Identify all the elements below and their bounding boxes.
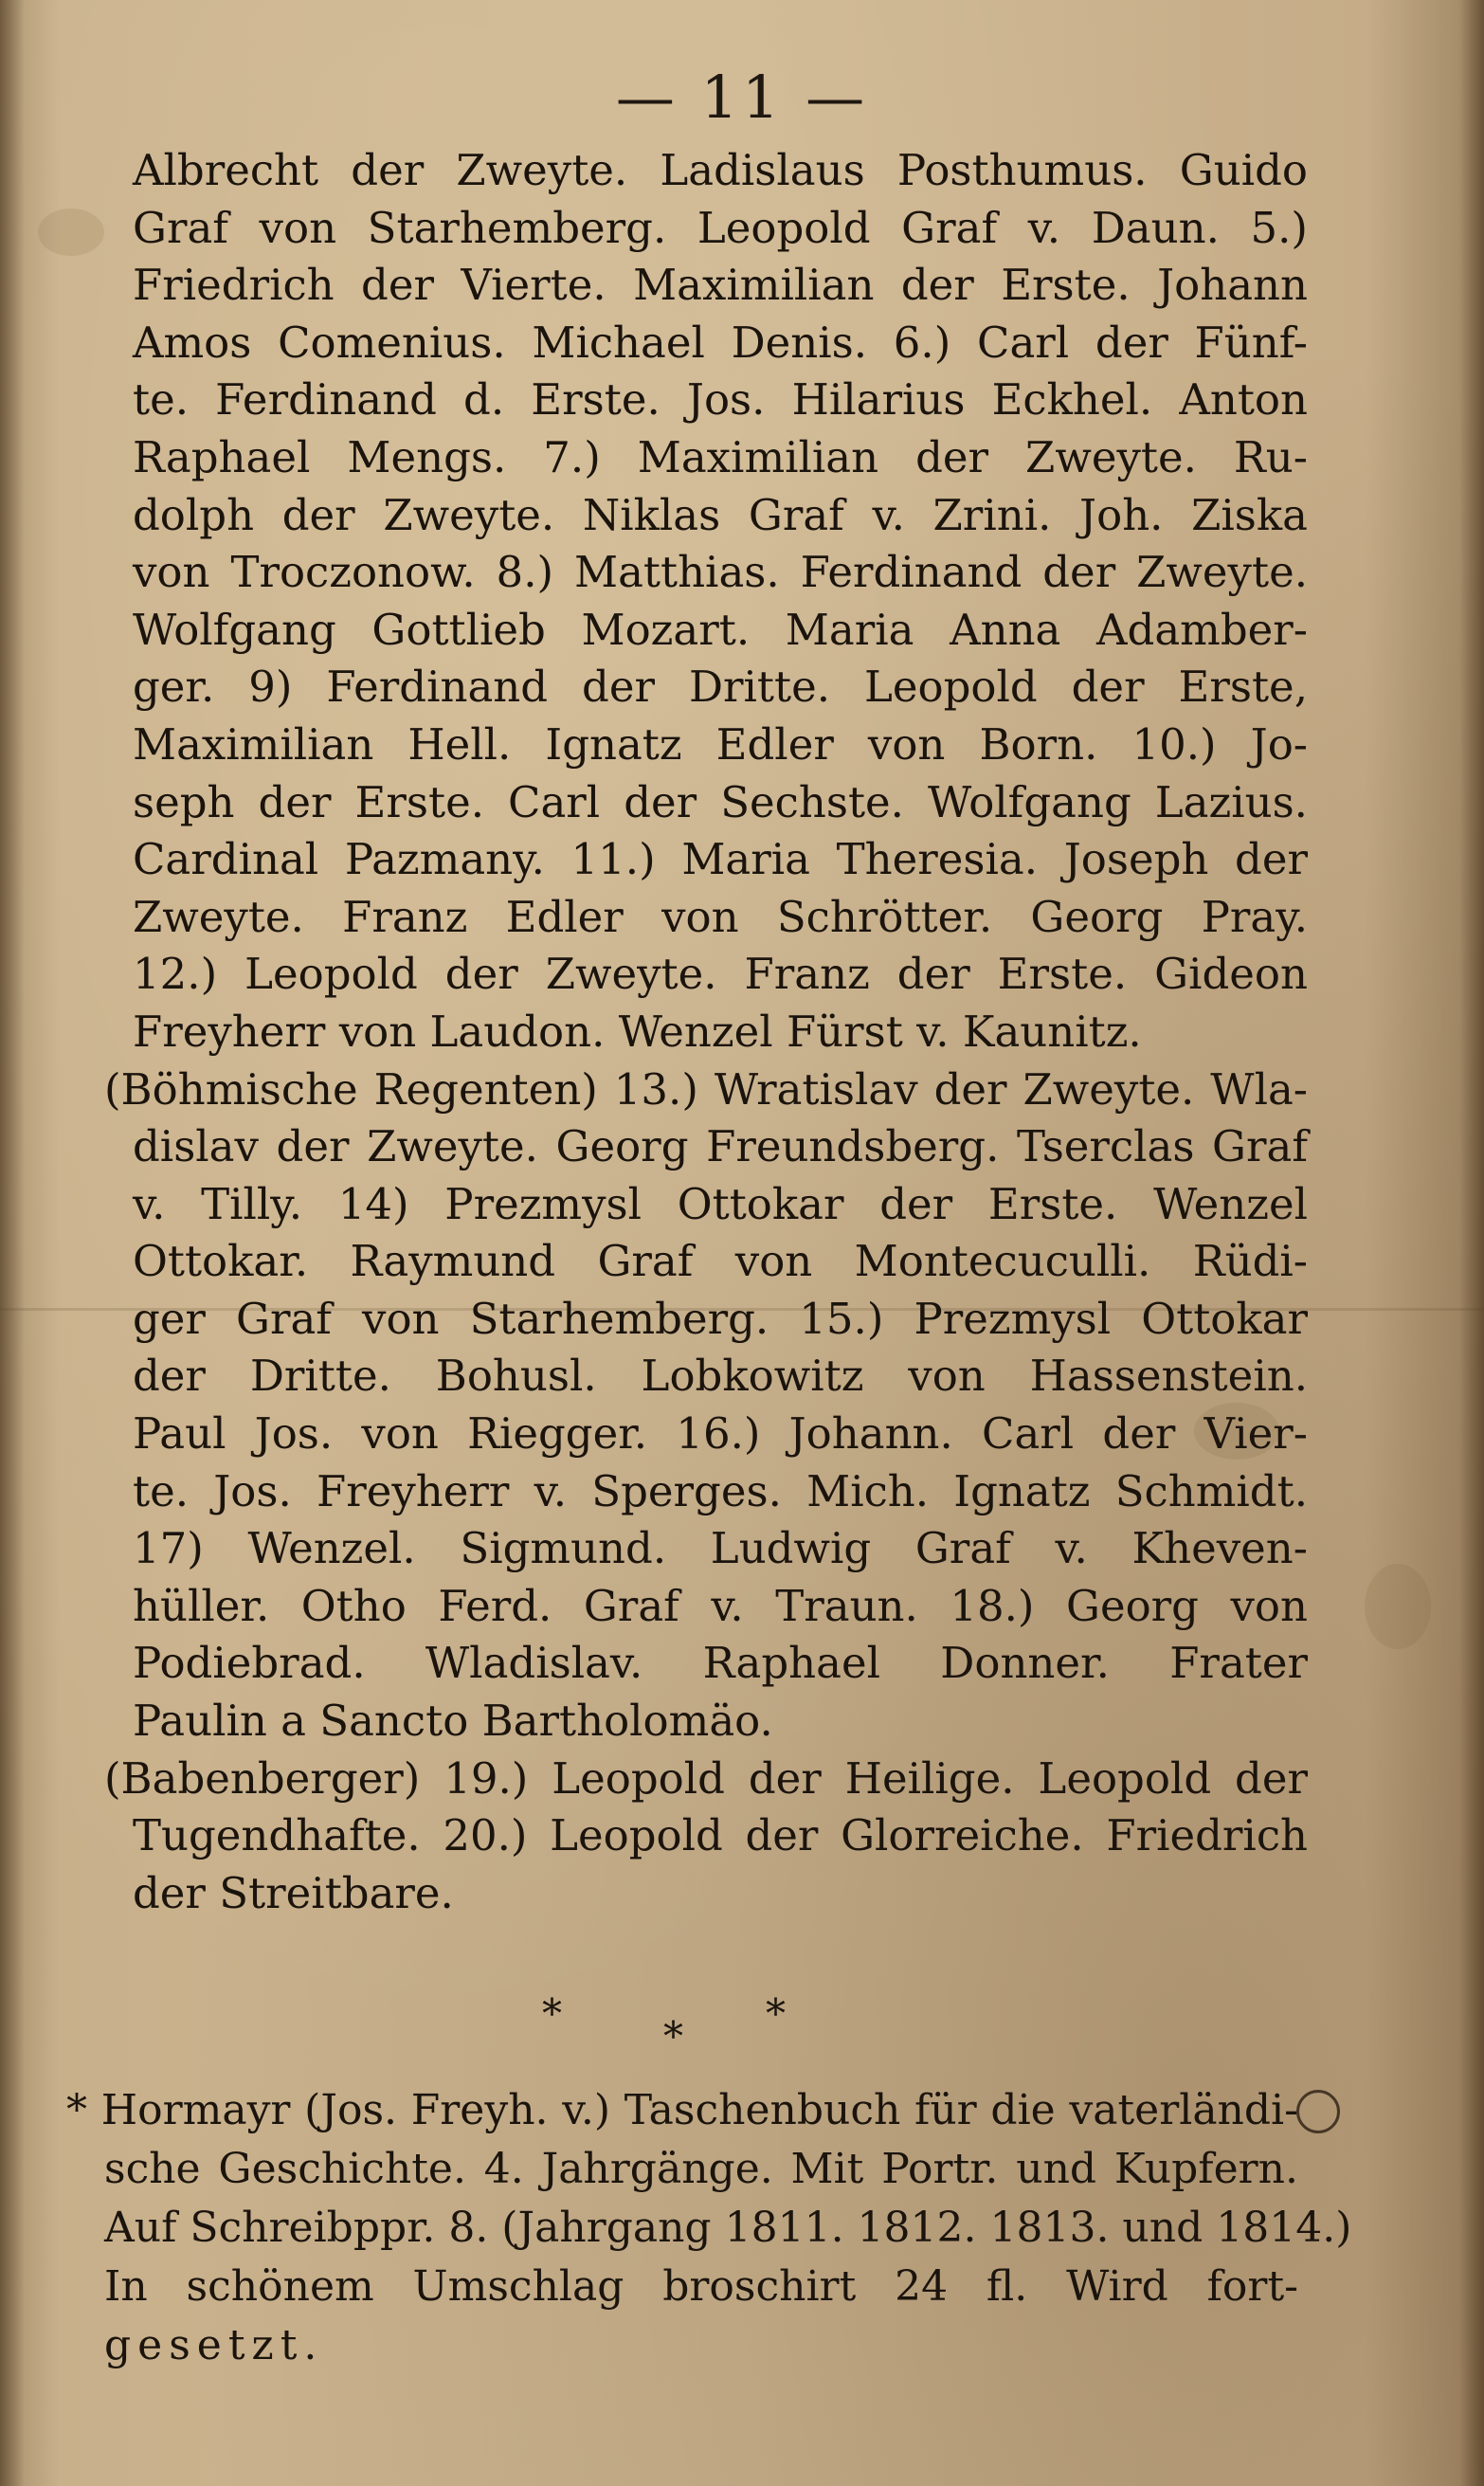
text-line: Friedrich der Vierte. Maximilian der Erste. Johann — [133, 260, 1308, 311]
ad-line: sche Geschichte. 4. Jahrgänge. Mit Portr. und Kupfern. — [104, 2145, 1298, 2193]
text-line: Paul Jos. von Riegger. 16.) Johann. Carl der Vier- — [133, 1408, 1308, 1460]
ad-line: Auf Schreibppr. 8. (Jahrgang 1811. 1812. 1813. und 1814.) — [104, 2204, 1352, 2252]
ad-line: gesetzt. — [104, 2321, 324, 2369]
text-line: von Troczonow. 8.) Matthias. Ferdinand der Zweyte. — [133, 547, 1308, 598]
paper-stain — [38, 209, 104, 256]
text-line: ger Graf von Starhemberg. 15.) Prezmysl Ottokar — [133, 1293, 1308, 1344]
text-line: seph der Erste. Carl der Sechste. Wolfgang Lazius. — [133, 776, 1308, 827]
text-line: Tugendhafte. 20.) Leopold der Glorreiche. Friedrich — [133, 1810, 1308, 1861]
text-line: der Streitbare. — [133, 1867, 454, 1918]
text-line: hüller. Otho Ferd. Graf v. Traun. 18.) Georg von — [133, 1580, 1308, 1631]
text-line: 17) Wenzel. Sigmund. Ludwig Graf v. Kheven- — [133, 1523, 1308, 1574]
text-line: (Babenberger) 19.) Leopold der Heilige. Leopold der — [104, 1752, 1308, 1804]
text-line: (Böhmische Regenten) 13.) Wratislav der Zweyte. Wla- — [104, 1063, 1308, 1115]
text-line: te. Ferdinand d. Erste. Jos. Hilarius Eckhel. Anton — [133, 374, 1308, 426]
paragraph-austria — [133, 142, 1308, 1062]
text-line: Amos Comenius. Michael Denis. 6.) Carl der Fünf- — [133, 317, 1308, 368]
text-line: Maximilian Hell. Ignatz Edler von Born. 10.) Jo- — [133, 718, 1308, 770]
asterisk: * — [663, 2013, 683, 2060]
text-line: Freyherr von Laudon. Wenzel Fürst v. Kaunitz. — [133, 1006, 1142, 1057]
advertisement-notice — [66, 2081, 1352, 2375]
text-line: Cardinal Pazmany. 11.) Maria Theresia. Joseph der — [133, 834, 1308, 885]
text-line: Podiebrad. Wladislav. Raphael Donner. Frater — [133, 1638, 1308, 1689]
asterism-separator — [0, 1990, 1484, 2060]
page-number: — 11 — — [615, 63, 869, 132]
ad-line: * Hormayr (Jos. Freyh. v.) Taschenbuch für die vaterländi- — [66, 2086, 1298, 2134]
page-edge-right — [1459, 0, 1484, 2486]
text-line: Wolfgang Gottlieb Mozart. Maria Anna Adamber- — [133, 604, 1308, 655]
text-line: der Dritte. Bohusl. Lobkowitz von Hassenstein. — [133, 1351, 1308, 1402]
main-text — [104, 142, 1308, 1922]
text-line: Zweyte. Franz Edler von Schrötter. Georg Pray. — [133, 891, 1308, 942]
text-line: dolph der Zweyte. Niklas Graf v. Zrini. Joh. Ziska — [133, 489, 1308, 540]
text-line: 12.) Leopold der Zweyte. Franz der Erste. Gideon — [133, 949, 1308, 1000]
text-line: Raphael Mengs. 7.) Maximilian der Zweyte. Ru- — [133, 431, 1308, 482]
paragraph-babenberg — [104, 1751, 1308, 1923]
text-line: Albrecht der Zweyte. Ladislaus Posthumus. Guido — [133, 145, 1308, 195]
asterisk: * — [542, 1990, 562, 2037]
page-edge-left — [0, 0, 25, 2486]
text-line: v. Tilly. 14) Prezmysl Ottokar der Erste. Wenzel — [133, 1178, 1308, 1229]
text-line: Ottokar. Raymund Graf von Montecuculli. Rüdi- — [133, 1236, 1308, 1287]
text-line: Paulin a Sancto Bartholomäo. — [133, 1696, 773, 1747]
text-line: Graf von Starhemberg. Leopold Graf v. Daun. 5.) — [133, 202, 1308, 253]
paragraph-bohemia — [104, 1062, 1308, 1751]
text-line: dislav der Zweyte. Georg Freundsberg. Tserclas Graf — [133, 1121, 1308, 1172]
text-line: ger. 9) Ferdinand der Dritte. Leopold der Erste, — [133, 662, 1308, 713]
paper-stain — [1365, 1564, 1431, 1649]
text-line: te. Jos. Freyherr v. Sperges. Mich. Ignatz Schmidt. — [133, 1465, 1308, 1516]
circle-mark-icon — [1296, 2090, 1340, 2133]
ad-line: In schönem Umschlag broschirt 24 fl. Wird fort- — [104, 2262, 1298, 2311]
asterisk: * — [766, 1990, 786, 2037]
